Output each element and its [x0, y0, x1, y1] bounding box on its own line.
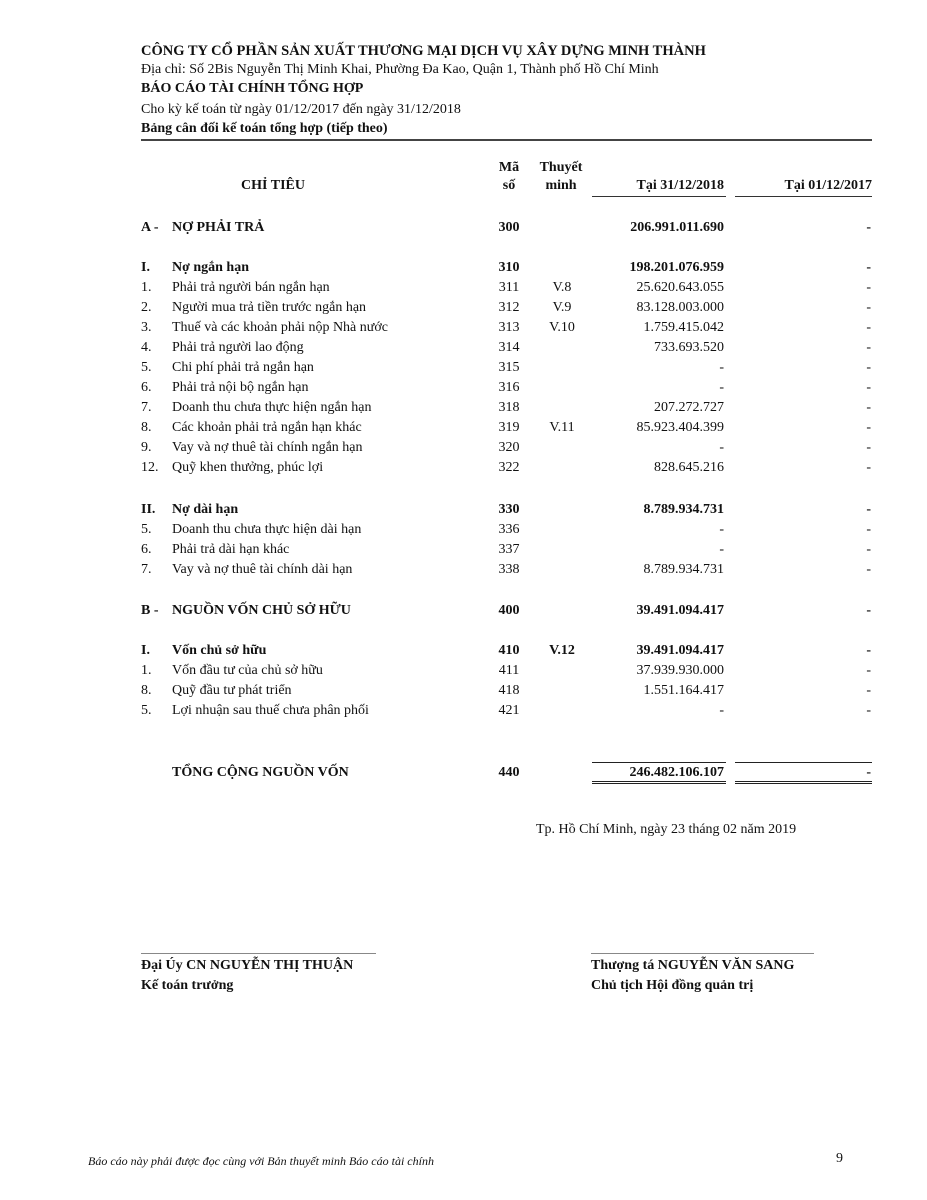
row-code: 322	[498, 460, 520, 475]
row-label: Vay và nợ thuê tài chính ngắn hạn	[172, 440, 363, 455]
row-end-value: 1.551.164.417	[643, 683, 724, 698]
row-begin-value: -	[866, 280, 871, 295]
row-end-value: 39.491.094.417	[636, 643, 724, 658]
row-begin-value: -	[866, 603, 871, 618]
report-period: Cho kỳ kế toán từ ngày 01/12/2017 đến ngày 31/12/2018	[141, 102, 461, 117]
row-end-value: 1.759.415.042	[643, 320, 724, 335]
table-row	[0, 438, 927, 458]
table-row	[0, 338, 927, 358]
table-row	[0, 458, 927, 478]
row-note: V.8	[552, 280, 572, 295]
row-number: 5.	[141, 522, 152, 537]
row-end-value: 37.939.930.000	[636, 663, 724, 678]
row-end-value: -	[719, 380, 724, 395]
total-begin-value: -	[866, 765, 871, 780]
row-number: 5.	[141, 703, 152, 718]
row-end-value: -	[719, 703, 724, 718]
row-label: Phải trả dài hạn khác	[172, 542, 290, 557]
row-code: 418	[498, 683, 520, 698]
row-number: 7.	[141, 562, 152, 577]
row-number: II.	[141, 502, 156, 517]
table-row	[0, 540, 927, 560]
table-row	[0, 681, 927, 701]
table-row	[0, 641, 927, 661]
row-end-value: 207.272.727	[654, 400, 724, 415]
row-label: Nợ dài hạn	[172, 502, 239, 517]
row-label: Doanh thu chưa thực hiện dài hạn	[172, 522, 362, 537]
row-number: 4.	[141, 340, 152, 355]
row-begin-value: -	[866, 542, 871, 557]
col-code-line1: Mã	[498, 160, 520, 175]
row-end-value: 206.991.011.690	[630, 220, 724, 235]
row-label: Thuế và các khoản phải nộp Nhà nước	[172, 320, 388, 335]
row-code: 314	[498, 340, 520, 355]
row-number: 9.	[141, 440, 152, 455]
row-number: 1.	[141, 280, 152, 295]
row-label: Doanh thu chưa thực hiện ngắn hạn	[172, 400, 372, 415]
col-begin-header: Tại 01/12/2017	[784, 178, 872, 193]
row-end-value: -	[719, 360, 724, 375]
row-code: 320	[498, 440, 520, 455]
row-begin-value: -	[866, 320, 871, 335]
row-code: 330	[498, 502, 520, 517]
row-begin-value: -	[866, 683, 871, 698]
row-number: A -	[141, 220, 159, 235]
left-signer-title: Kế toán trưởng	[141, 978, 234, 993]
row-begin-value: -	[866, 300, 871, 315]
table-row	[0, 701, 927, 721]
table-row	[0, 298, 927, 318]
report-subtitle: Bảng cân đối kế toán tổng hợp (tiếp theo)	[141, 121, 388, 136]
row-code: 313	[498, 320, 520, 335]
row-code: 310	[498, 260, 520, 275]
table-row	[0, 601, 927, 621]
row-label: Quỹ khen thưởng, phúc lợi	[172, 460, 324, 475]
table-row	[0, 418, 927, 438]
total-code: 440	[498, 765, 520, 780]
total-label: TỔNG CỘNG NGUỒN VỐN	[172, 765, 349, 780]
row-label: Vốn đầu tư của chủ sở hữu	[172, 663, 323, 678]
col-begin-underline	[735, 196, 872, 197]
row-number: 5.	[141, 360, 152, 375]
row-begin-value: -	[866, 460, 871, 475]
col-note-header	[530, 159, 592, 195]
left-signer-name: Đại Úy CN NGUYỄN THỊ THUẬN	[141, 958, 354, 973]
row-begin-value: -	[866, 380, 871, 395]
row-begin-value: -	[866, 703, 871, 718]
row-label: Phải trả người bán ngắn hạn	[172, 280, 330, 295]
row-begin-value: -	[866, 663, 871, 678]
footer-note: Báo cáo này phải được đọc cùng với Bản thuyết minh Báo cáo tài chính	[88, 1154, 434, 1168]
row-begin-value: -	[866, 360, 871, 375]
row-number: 1.	[141, 663, 152, 678]
table-row	[0, 500, 927, 520]
total-double-underline-end	[592, 781, 726, 784]
row-end-value: 85.923.404.399	[636, 420, 724, 435]
row-label: Người mua trả tiền trước ngắn hạn	[172, 300, 367, 315]
row-end-value: 25.620.643.055	[636, 280, 724, 295]
row-begin-value: -	[866, 220, 871, 235]
row-end-value: 8.789.934.731	[643, 562, 724, 577]
table-row	[0, 560, 927, 580]
row-code: 336	[498, 522, 520, 537]
row-number: B -	[141, 603, 159, 618]
table-row	[0, 258, 927, 278]
row-label: Lợi nhuận sau thuế chưa phân phối	[172, 703, 369, 718]
row-begin-value: -	[866, 440, 871, 455]
table-row	[0, 278, 927, 298]
total-row	[0, 763, 927, 783]
row-code: 316	[498, 380, 520, 395]
row-code: 312	[498, 300, 520, 315]
header-rule	[141, 139, 872, 141]
row-number: 6.	[141, 380, 152, 395]
row-number: I.	[141, 643, 150, 658]
row-end-value: 733.693.520	[654, 340, 724, 355]
row-end-value: 828.645.216	[654, 460, 724, 475]
col-note-line2: minh	[545, 178, 577, 193]
row-number: 12.	[141, 460, 159, 475]
row-note: V.10	[549, 320, 575, 335]
col-end-underline	[592, 196, 726, 197]
row-code: 315	[498, 360, 520, 375]
row-end-value: -	[719, 522, 724, 537]
left-signature-line	[141, 953, 376, 954]
row-code: 411	[498, 663, 520, 678]
row-number: 2.	[141, 300, 152, 315]
row-number: 7.	[141, 400, 152, 415]
right-signer-title: Chủ tịch Hội đồng quản trị	[591, 978, 754, 993]
row-code: 318	[498, 400, 520, 415]
row-begin-value: -	[866, 420, 871, 435]
right-signature-line	[591, 953, 814, 954]
row-label: Quỹ đầu tư phát triển	[172, 683, 292, 698]
row-begin-value: -	[866, 260, 871, 275]
row-number: 3.	[141, 320, 152, 335]
row-end-value: -	[719, 440, 724, 455]
col-code-line2: số	[502, 178, 516, 193]
row-begin-value: -	[866, 502, 871, 517]
col-item-header: CHỈ TIÊU	[241, 178, 305, 193]
col-note-line1: Thuyết	[539, 160, 583, 175]
table-row	[0, 218, 927, 238]
row-code: 311	[498, 280, 520, 295]
page-number: 9	[836, 1151, 843, 1166]
row-label: NỢ PHẢI TRẢ	[172, 220, 265, 235]
company-name: CÔNG TY CỔ PHẦN SẢN XUẤT THƯƠNG MẠI DỊCH VỤ XÂY DỰNG MINH THÀNH	[141, 43, 706, 59]
col-end-header: Tại 31/12/2018	[636, 178, 724, 193]
place-date: Tp. Hồ Chí Minh, ngày 23 tháng 02 năm 2019	[536, 822, 797, 837]
row-number: 8.	[141, 683, 152, 698]
row-label: Các khoản phải trả ngắn hạn khác	[172, 420, 362, 435]
row-label: Vốn chủ sở hữu	[172, 643, 267, 658]
row-code: 410	[498, 643, 520, 658]
table-row	[0, 661, 927, 681]
row-code: 337	[498, 542, 520, 557]
table-row	[0, 378, 927, 398]
row-begin-value: -	[866, 400, 871, 415]
row-note: V.12	[549, 643, 575, 658]
row-end-value: 83.128.003.000	[636, 300, 724, 315]
report-title: BÁO CÁO TÀI CHÍNH TỔNG HỢP	[141, 81, 364, 96]
company-address: Địa chỉ: Số 2Bis Nguyễn Thị Minh Khai, Phường Đa Kao, Quận 1, Thành phố Hồ Chí Minh	[141, 62, 659, 77]
row-end-value: 198.201.076.959	[629, 260, 724, 275]
row-label: Chi phí phải trả ngắn hạn	[172, 360, 314, 375]
row-begin-value: -	[866, 562, 871, 577]
table-row	[0, 358, 927, 378]
table-row	[0, 398, 927, 418]
row-code: 421	[498, 703, 520, 718]
row-note: V.9	[552, 300, 572, 315]
row-note: V.11	[549, 420, 575, 435]
table-row	[0, 520, 927, 540]
right-signer-name: Thượng tá NGUYỄN VĂN SANG	[591, 958, 795, 973]
row-label: Vay và nợ thuê tài chính dài hạn	[172, 562, 353, 577]
row-label: Phải trả người lao động	[172, 340, 304, 355]
row-number: 6.	[141, 542, 152, 557]
row-code: 338	[498, 562, 520, 577]
row-label: Phải trả nội bộ ngắn hạn	[172, 380, 309, 395]
row-label: Nợ ngắn hạn	[172, 260, 250, 275]
row-code: 319	[498, 420, 520, 435]
row-end-value: 8.789.934.731	[643, 502, 724, 517]
row-end-value: 39.491.094.417	[636, 603, 724, 618]
row-number: 8.	[141, 420, 152, 435]
total-double-underline-begin	[735, 781, 872, 784]
row-begin-value: -	[866, 643, 871, 658]
total-end-value: 246.482.106.107	[629, 765, 724, 780]
row-end-value: -	[719, 542, 724, 557]
row-code: 300	[498, 220, 520, 235]
row-code: 400	[498, 603, 520, 618]
row-label: NGUỒN VỐN CHỦ SỞ HỮU	[172, 603, 351, 618]
table-row	[0, 318, 927, 338]
row-begin-value: -	[866, 522, 871, 537]
row-number: I.	[141, 260, 150, 275]
row-begin-value: -	[866, 340, 871, 355]
